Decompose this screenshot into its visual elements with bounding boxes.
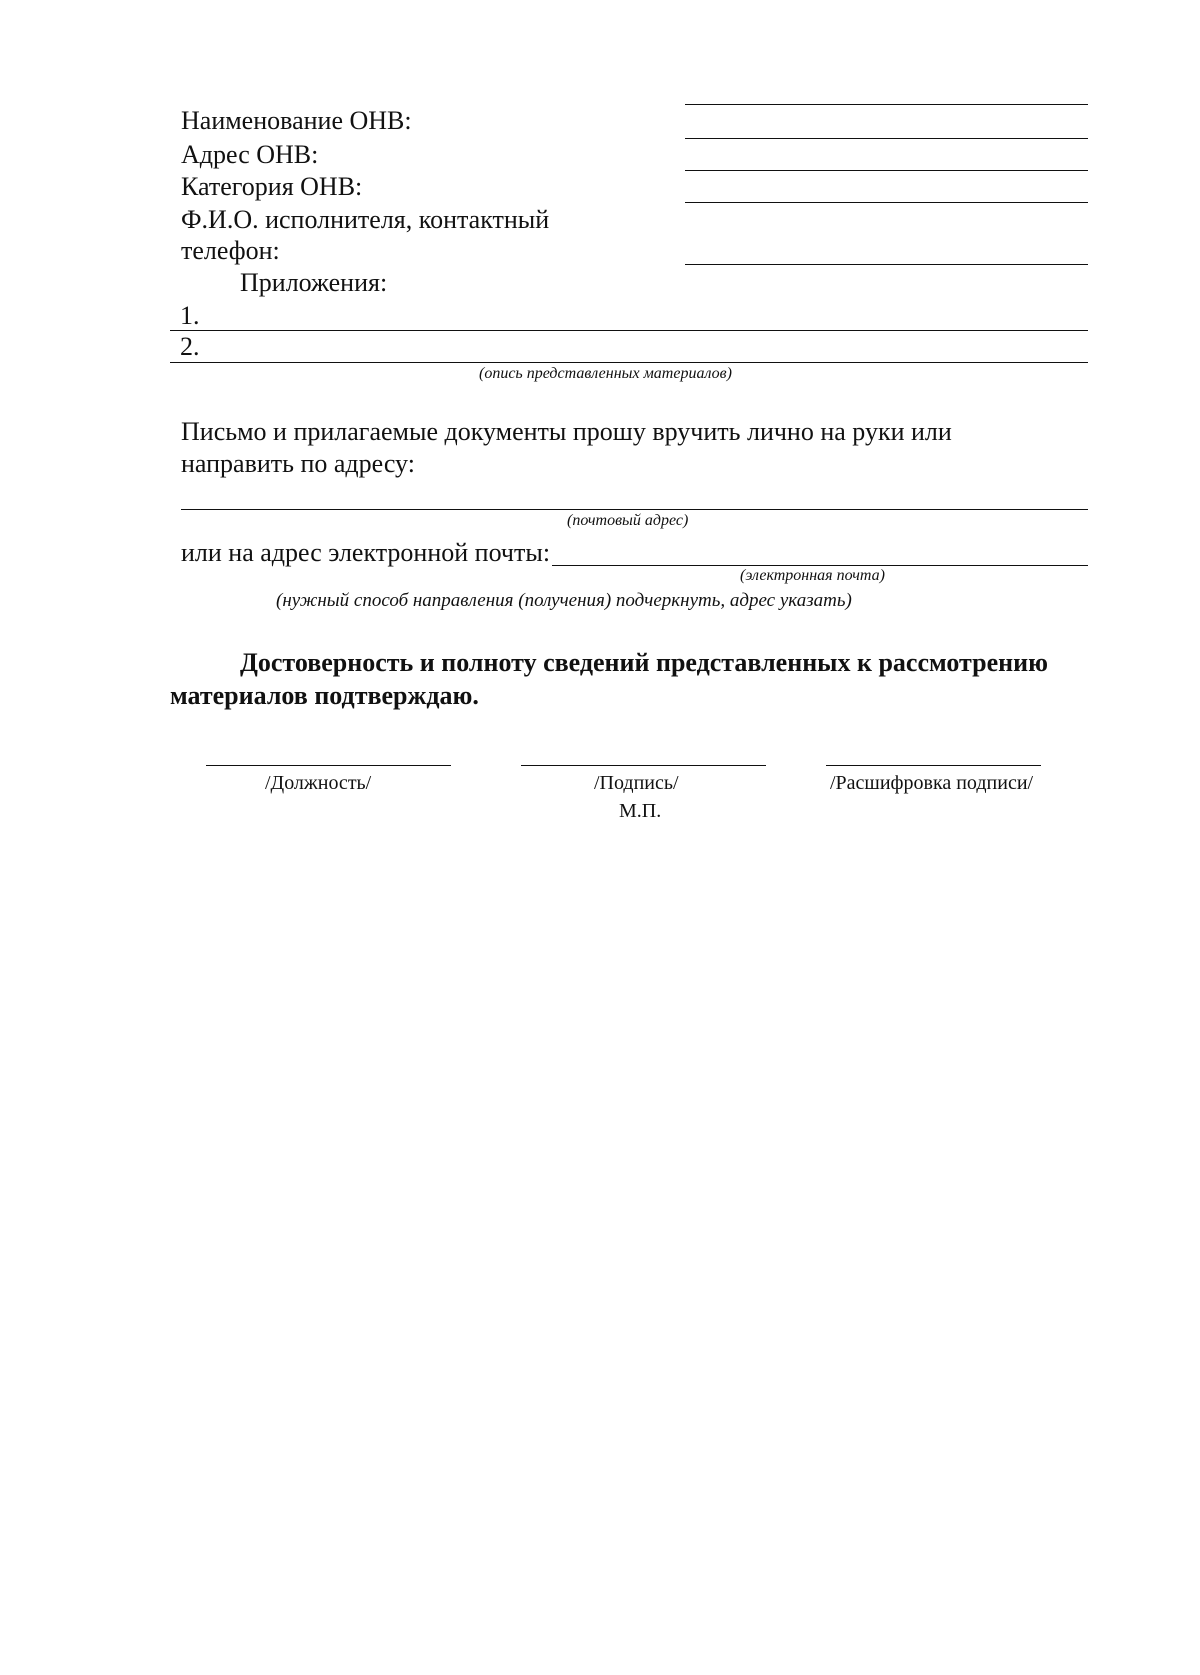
executor-label-line2: телефон: — [181, 236, 280, 265]
delivery-request-line2: направить по адресу: — [181, 449, 415, 478]
attachment-line-2[interactable] — [170, 362, 1088, 363]
transcript-signature-line[interactable] — [826, 765, 1041, 766]
email-label: или на адрес электронной почты: — [181, 538, 551, 567]
delivery-method-note: (нужный способ направления (получения) подчеркнуть, адрес указать) — [276, 590, 852, 611]
onv-category-label: Категория ОНВ: — [181, 172, 363, 201]
confirmation-line2: материалов подтверждаю. — [170, 681, 479, 710]
email-caption: (электронная почта) — [740, 567, 885, 584]
postal-address-line[interactable] — [181, 509, 1088, 510]
onv-address-line[interactable] — [685, 170, 1088, 171]
attachment-item-1: 1. — [180, 301, 200, 330]
position-label: /Должность/ — [265, 772, 372, 794]
executor-label-line1: Ф.И.О. исполнителя, контактный — [181, 205, 550, 234]
attachments-heading: Приложения: — [240, 268, 388, 297]
confirmation-line1: Достоверность и полноту сведений представленных к рассмотрению — [240, 648, 1048, 677]
executor-line[interactable] — [685, 264, 1088, 265]
onv-name-line[interactable] — [685, 138, 1088, 139]
postal-address-caption: (почтовый адрес) — [567, 512, 689, 529]
onv-name-label: Наименование ОНВ: — [181, 106, 412, 135]
signature-label: /Подпись/ — [594, 772, 679, 794]
email-line[interactable] — [552, 565, 1088, 566]
signature-line[interactable] — [521, 765, 766, 766]
attachments-caption: (опись представленных материалов) — [479, 365, 732, 382]
delivery-request-line1: Письмо и прилагаемые документы прошу вручить лично на руки или — [181, 417, 952, 446]
stamp-label: М.П. — [619, 800, 662, 822]
attachment-item-2: 2. — [180, 332, 200, 361]
attachment-line-1[interactable] — [170, 330, 1088, 331]
position-signature-line[interactable] — [206, 765, 451, 766]
transcript-label: /Расшифровка подписи/ — [830, 772, 1034, 794]
onv-category-line[interactable] — [685, 202, 1088, 203]
onv-top-line[interactable] — [685, 104, 1088, 105]
onv-address-label: Адрес ОНВ: — [181, 140, 319, 169]
